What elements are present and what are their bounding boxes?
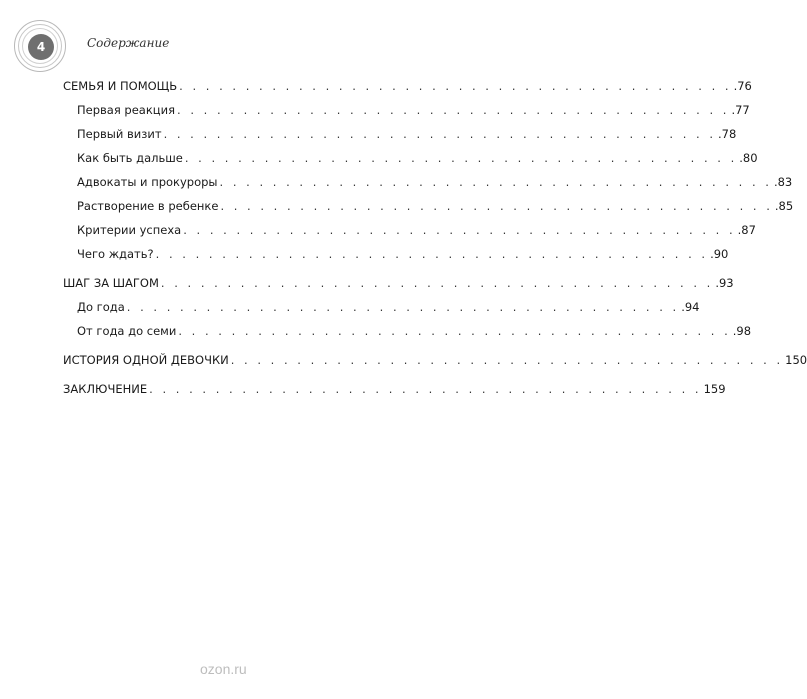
page-number-badge	[14, 20, 66, 72]
dot-leader: . . . . . . . . . . . . . . . . . . . . . . . . . . . . . . . . . . . . . . . . . .	[184, 151, 738, 165]
dot-leader: . . . . . . . . . . . . . . . . . . . . . . . . . . . . . . . . . . . . . . . . . .	[155, 247, 709, 261]
toc-entry	[63, 222, 756, 238]
dot-leader: . . . . . . . . . . . . . . . . . . . . . . . . . . . . . . . . . . . . . . . . . .	[230, 353, 784, 367]
toc-page: .90	[710, 247, 729, 261]
toc-chapter	[63, 381, 726, 397]
toc-entry	[63, 126, 737, 142]
dot-leader: . . . . . . . . . . . . . . . . . . . . . . . . . . . . . . . . . . . . . . . . . .	[179, 79, 732, 93]
toc-page: 159	[703, 382, 726, 396]
toc-entry	[63, 174, 793, 190]
toc-label: Адвокаты и прокуроры	[77, 175, 218, 189]
dot-leader: . . . . . . . . . . . . . . . . . . . . . . . . . . . . . . . . . . . . . . . . . .	[220, 199, 773, 213]
toc-chapter	[63, 352, 807, 368]
toc-label: Как быть дальше	[77, 151, 183, 165]
toc-page: .80	[739, 151, 758, 165]
dot-leader: . . . . . . . . . . . . . . . . . . . . . . . . . . . . . . . . . . . . . . . . . .	[177, 103, 730, 117]
table-of-contents	[63, 78, 807, 397]
toc-label: Чего ждать?	[77, 247, 154, 261]
toc-entry	[63, 299, 700, 315]
toc-page: .93	[715, 276, 734, 290]
dot-leader: . . . . . . . . . . . . . . . . . . . . . . . . . . . . . . . . . . . . . . . . . .	[163, 127, 716, 141]
toc-label: До года	[77, 300, 125, 314]
toc-page: .77	[731, 103, 750, 117]
toc-page: .83	[773, 175, 793, 189]
toc-page: .87	[737, 223, 756, 237]
toc-page: 150	[785, 353, 807, 367]
toc-label: Первая реакция	[77, 103, 176, 117]
toc-label: ИСТОРИЯ ОДНОЙ ДЕВОЧКИ	[63, 353, 229, 367]
toc-label: Первый визит	[77, 127, 162, 141]
toc-page: .94	[681, 300, 700, 314]
dot-leader: . . . . . . . . . . . . . . . . . . . . . . . . . . . . . . . . . . . . . . . . . .	[149, 382, 702, 396]
toc-entry	[63, 323, 752, 339]
dot-leader: . . . . . . . . . . . . . . . . . . . . . . . . . . . . . . . . . . . . . . . . . .	[160, 276, 714, 290]
toc-label: СЕМЬЯ И ПОМОЩЬ	[63, 79, 178, 93]
toc-entry	[63, 150, 758, 166]
toc-page: .76	[733, 79, 752, 93]
watermark: ozon.ru	[200, 661, 247, 677]
page-number: 4	[28, 34, 54, 60]
toc-page: .98	[732, 324, 752, 338]
toc-label: ШАГ ЗА ШАГОМ	[63, 276, 159, 290]
toc-entry	[63, 246, 729, 262]
toc-chapter	[63, 78, 752, 94]
toc-label: От года до семи	[77, 324, 177, 338]
toc-label: Критерии успеха	[77, 223, 182, 237]
toc-page: .85	[774, 199, 794, 213]
dot-leader: . . . . . . . . . . . . . . . . . . . . . . . . . . . . . . . . . . . . . . . . . .	[126, 300, 680, 314]
section-title: Содержание	[87, 36, 170, 50]
toc-label: ЗАКЛЮЧЕНИЕ	[63, 382, 148, 396]
dot-leader: . . . . . . . . . . . . . . . . . . . . . . . . . . . . . . . . . . . . . . . . . .	[178, 324, 731, 338]
dot-leader: . . . . . . . . . . . . . . . . . . . . . . . . . . . . . . . . . . . . . . . . . .	[183, 223, 736, 237]
toc-entry	[63, 102, 750, 118]
toc-label: Растворение в ребенке	[77, 199, 219, 213]
dot-leader: . . . . . . . . . . . . . . . . . . . . . . . . . . . . . . . . . . . . . . . . . .	[219, 175, 772, 189]
toc-page: .78	[717, 127, 737, 141]
toc-chapter	[63, 275, 734, 291]
page-header	[14, 20, 454, 76]
toc-entry	[63, 198, 794, 214]
